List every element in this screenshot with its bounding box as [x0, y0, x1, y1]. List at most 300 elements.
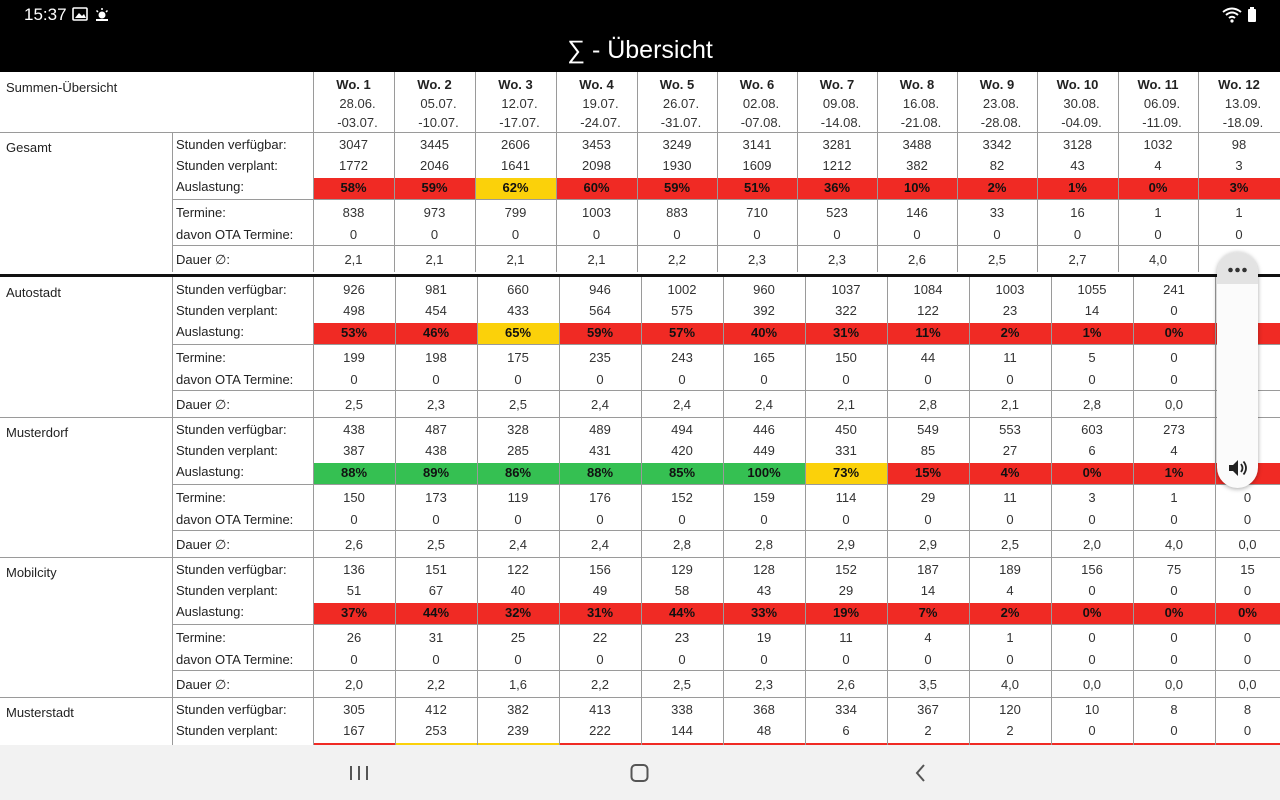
row-divider [172, 245, 1280, 246]
hours-planned-cell: 67 [428, 583, 444, 598]
utilization-cell: 59% [586, 325, 614, 340]
week-date-to: -11.09. [1142, 115, 1182, 130]
column-divider [637, 132, 638, 272]
utilization-cell: 2% [987, 180, 1007, 195]
appointments-cell: 0 [1170, 350, 1178, 365]
week-date-to: -07.08. [740, 115, 782, 130]
avg-duration-cell: 2,3 [426, 397, 446, 412]
column-divider [477, 277, 478, 417]
column-divider [559, 697, 560, 745]
hours-available-cell: 946 [589, 282, 611, 297]
column-divider [1215, 557, 1216, 697]
ota-appointments-cell: 0 [514, 652, 522, 667]
row-label-hours-planned: Stunden verplant: [176, 583, 278, 598]
hours-planned-cell: 433 [507, 303, 529, 318]
side-panel-handle[interactable] [1217, 252, 1258, 284]
avg-duration-cell: 2,3 [754, 677, 774, 692]
ota-appointments-cell: 0 [1243, 652, 1252, 667]
hours-available-cell: 8 [1170, 702, 1178, 717]
hours-available-cell: 305 [343, 702, 365, 717]
section-divider [0, 697, 1280, 698]
ota-appointments-cell: 0 [1170, 512, 1178, 527]
hours-available-cell: 156 [1081, 562, 1103, 577]
appointments-cell: 523 [826, 205, 848, 220]
hours-available-cell: 156 [589, 562, 611, 577]
row-label-hours-available: Stunden verfügbar: [176, 137, 287, 152]
hours-available-cell: 334 [835, 702, 857, 717]
week-date-from: 09.08. [822, 96, 860, 111]
appointments-cell: 973 [423, 205, 446, 220]
utilization-cell: 15% [914, 465, 942, 480]
column-divider [969, 277, 970, 417]
week-header-11: Wo. 11 [1137, 77, 1179, 92]
column-divider [1133, 697, 1134, 745]
hours-planned-cell: 4 [1154, 158, 1162, 173]
appointments-cell: 176 [589, 490, 611, 505]
hours-planned-cell: 51 [346, 583, 362, 598]
ota-appointments-cell: 0 [1073, 227, 1082, 242]
column-divider [313, 277, 314, 417]
row-label-hours-planned: Stunden verplant: [176, 723, 278, 738]
column-divider [805, 697, 806, 745]
column-divider [1051, 557, 1052, 697]
column-divider [1198, 72, 1199, 132]
avg-duration-cell: 2,1 [1000, 397, 1020, 412]
hours-planned-cell: 43 [756, 583, 772, 598]
hours-planned-cell: 1930 [662, 158, 692, 173]
row-label-avg-duration: Dauer ∅: [176, 537, 230, 552]
week-header-10: Wo. 10 [1056, 77, 1099, 92]
appointments-cell: 3 [1088, 490, 1096, 505]
hours-planned-cell: 1609 [742, 158, 772, 173]
ota-appointments-cell: 0 [1154, 227, 1162, 242]
column-divider [637, 72, 638, 132]
hours-available-cell: 189 [999, 562, 1021, 577]
hours-planned-cell: 2 [1006, 723, 1014, 738]
hours-available-cell: 122 [507, 562, 529, 577]
ota-appointments-cell: 0 [1088, 512, 1096, 527]
ota-appointments-cell: 0 [596, 652, 604, 667]
column-divider [477, 417, 478, 557]
hours-planned-cell: 48 [756, 723, 772, 738]
hours-planned-cell: 58 [674, 583, 690, 598]
utilization-cell: 0% [1082, 605, 1102, 620]
summary-table[interactable] [0, 72, 1280, 745]
hours-available-cell: 413 [589, 702, 611, 717]
hours-available-cell: 1055 [1077, 282, 1107, 297]
hours-available-cell: 3281 [822, 137, 852, 152]
week-date-to: -18.09. [1222, 115, 1264, 130]
row-label-appointments: Termine: [176, 490, 226, 505]
week-date-from: 28.06. [339, 96, 376, 111]
utilization-cell: 1% [1082, 325, 1102, 340]
home-icon[interactable] [629, 763, 651, 783]
column-divider [797, 132, 798, 272]
hours-planned-cell: 85 [920, 443, 936, 458]
utilization-cell: 53% [340, 325, 368, 340]
hours-planned-cell: 222 [589, 723, 611, 738]
row-label-avg-duration: Dauer ∅: [176, 677, 230, 692]
week-header-9: Wo. 9 [979, 77, 1015, 92]
column-divider [172, 697, 173, 745]
hours-planned-cell: 575 [671, 303, 693, 318]
avg-duration-cell: 2,5 [508, 397, 528, 412]
hours-available-cell: 241 [1163, 282, 1185, 297]
week-date-from: 13.09. [1224, 96, 1262, 111]
row-label-utilization: Auslastung: [176, 179, 244, 194]
section-name: Gesamt [6, 140, 52, 155]
ota-appointments-cell: 0 [514, 512, 522, 527]
hours-planned-cell: 0 [1243, 723, 1252, 738]
ota-appointments-cell: 0 [1088, 372, 1096, 387]
floating-side-panel[interactable] [1217, 252, 1258, 488]
avg-duration-cell: 2,3 [747, 252, 767, 267]
utilization-cell: 86% [504, 465, 532, 480]
appointments-cell: 152 [671, 490, 693, 505]
ota-appointments-cell: 0 [1170, 652, 1178, 667]
ota-appointments-cell: 0 [678, 652, 686, 667]
status-bar [0, 0, 1280, 30]
hours-available-cell: 3249 [662, 137, 692, 152]
hours-planned-cell: 122 [917, 303, 939, 318]
avg-duration-cell: 2,4 [672, 397, 692, 412]
week-header-4: Wo. 4 [579, 77, 614, 92]
hours-planned-cell: 449 [753, 443, 775, 458]
row-label-avg-duration: Dauer ∅: [176, 397, 230, 412]
avg-duration-cell: 2,2 [667, 252, 687, 267]
hours-available-cell: 368 [753, 702, 775, 717]
row-divider [172, 390, 1280, 391]
hours-planned-cell: 0 [1243, 583, 1252, 598]
avg-duration-cell: 2,8 [1082, 397, 1102, 412]
row-label-hours-planned: Stunden verplant: [176, 303, 278, 318]
hours-available-cell: 489 [589, 422, 611, 437]
hours-planned-cell: 49 [592, 583, 608, 598]
utilization-cell: 19% [832, 605, 860, 620]
ota-appointments-cell: 0 [924, 652, 932, 667]
ota-appointments-cell: 0 [760, 512, 768, 527]
hours-available-cell: 15 [1240, 562, 1255, 577]
week-header-6: Wo. 6 [739, 77, 775, 92]
hours-available-cell: 75 [1166, 562, 1182, 577]
column-divider [1051, 277, 1052, 417]
appointments-cell: 199 [343, 350, 365, 365]
column-divider [1037, 72, 1038, 132]
column-divider [1133, 557, 1134, 697]
avg-duration-cell: 2,8 [672, 537, 692, 552]
hours-available-cell: 1002 [667, 282, 697, 297]
hours-available-cell: 981 [425, 282, 447, 297]
avg-duration-cell: 2,1 [506, 252, 525, 267]
utilization-cell: 59% [663, 180, 691, 195]
section-divider [0, 557, 1280, 558]
hours-available-cell: 328 [507, 422, 529, 437]
appointments-cell: 0 [1088, 630, 1096, 645]
ota-appointments-cell: 0 [833, 227, 841, 242]
avg-duration-cell: 2,5 [987, 252, 1007, 267]
column-divider [477, 557, 478, 697]
hours-planned-cell: 253 [425, 723, 447, 738]
appointments-cell: 31 [428, 630, 444, 645]
status-notification-icons [72, 6, 116, 29]
column-divider [1215, 277, 1216, 417]
avg-duration-cell: 0,0 [1164, 397, 1184, 412]
column-divider [717, 132, 718, 272]
hours-planned-cell: 6 [1088, 443, 1096, 458]
row-label-utilization: Auslastung: [176, 324, 244, 339]
appointments-cell: 799 [504, 205, 527, 220]
column-divider [1133, 417, 1134, 557]
row-label-hours-available: Stunden verfügbar: [176, 282, 287, 297]
hours-available-cell: 926 [343, 282, 365, 297]
column-divider [797, 72, 798, 132]
hours-available-cell: 3488 [902, 137, 932, 152]
appointments-cell: 29 [920, 490, 936, 505]
column-divider [556, 132, 557, 272]
hours-planned-cell: 431 [589, 443, 611, 458]
avg-duration-cell: 2,2 [426, 677, 446, 692]
hours-available-cell: 129 [671, 562, 693, 577]
column-divider [559, 557, 560, 697]
column-divider [313, 72, 314, 132]
avg-duration-cell: 2,8 [754, 537, 774, 552]
week-date-from: 26.07. [662, 96, 700, 111]
avg-duration-cell: 0,0 [1238, 537, 1257, 552]
appointments-cell: 173 [425, 490, 447, 505]
hours-planned-cell: 2098 [582, 158, 611, 173]
appointments-cell: 0 [1170, 630, 1178, 645]
utilization-cell: 1% [1068, 180, 1087, 195]
ota-appointments-cell: 0 [678, 372, 686, 387]
week-date-from: 23.08. [982, 96, 1020, 111]
ota-appointments-cell: 0 [432, 372, 440, 387]
column-divider [395, 277, 396, 417]
column-divider [556, 72, 557, 132]
avg-duration-cell: 3,5 [918, 677, 938, 692]
appointments-cell: 243 [671, 350, 693, 365]
column-divider [805, 277, 806, 417]
row-divider [172, 344, 1280, 345]
avg-duration-cell: 2,0 [1082, 537, 1102, 552]
utilization-cell: 0% [1148, 180, 1168, 195]
ota-appointments-cell: 0 [432, 652, 440, 667]
appointments-cell: 5 [1088, 350, 1096, 365]
utilization-cell: 32% [504, 605, 532, 620]
ota-appointments-cell: 0 [1170, 372, 1178, 387]
appointments-cell: 150 [343, 490, 365, 505]
ota-appointments-cell: 0 [1243, 512, 1252, 527]
column-divider [313, 557, 314, 697]
week-header-7: Wo. 7 [819, 77, 855, 92]
utilization-cell: 73% [832, 465, 860, 480]
avg-duration-cell: 2,8 [918, 397, 938, 412]
avg-duration-cell: 2,4 [590, 397, 610, 412]
hours-planned-cell: 14 [1084, 303, 1100, 318]
hours-available-cell: 3141 [742, 137, 772, 152]
status-system-icons [1222, 6, 1258, 29]
appointments-cell: 1 [1170, 490, 1178, 505]
wifi-icon [1223, 9, 1241, 23]
appointments-cell: 33 [989, 205, 1005, 220]
avg-duration-cell: 4,0 [1148, 252, 1168, 267]
row-divider [172, 670, 1280, 671]
row-label-hours-available: Stunden verfügbar: [176, 562, 287, 577]
week-header-1: Wo. 1 [336, 77, 371, 92]
weather-icon [96, 8, 108, 20]
row-label-ota-appointments: davon OTA Termine: [176, 512, 294, 527]
week-date-from: 12.07. [501, 96, 538, 111]
hours-planned-cell: 1772 [339, 158, 368, 173]
column-divider [172, 132, 173, 272]
volume-icon[interactable] [1227, 458, 1249, 478]
column-divider [394, 72, 395, 132]
hours-available-cell: 1003 [995, 282, 1025, 297]
utilization-cell: 37% [340, 605, 368, 620]
appointments-cell: 1 [1154, 205, 1162, 220]
appointments-cell: 25 [510, 630, 526, 645]
column-divider [477, 697, 478, 745]
hours-planned-cell: 322 [835, 303, 857, 318]
column-divider [475, 72, 476, 132]
ota-appointments-cell: 0 [842, 652, 850, 667]
utilization-cell: 62% [502, 180, 529, 195]
appointments-cell: 1 [1235, 205, 1243, 220]
hours-available-cell: 1084 [913, 282, 943, 297]
section-name: Musterstadt [6, 705, 74, 720]
avg-duration-cell: 2,5 [1000, 537, 1020, 552]
hours-planned-cell: 27 [1002, 443, 1018, 458]
avg-duration-cell: 0,0 [1238, 677, 1257, 692]
avg-duration-cell: 2,1 [344, 252, 363, 267]
hours-available-cell: 3342 [982, 137, 1012, 152]
appointments-cell: 146 [906, 205, 928, 220]
column-divider [559, 277, 560, 417]
section-name: Musterdorf [6, 425, 69, 440]
section-name: Autostadt [6, 285, 61, 300]
row-divider [172, 624, 1280, 625]
week-header-2: Wo. 2 [417, 77, 452, 92]
week-date-to: -21.08. [900, 115, 942, 130]
hours-available-cell: 8 [1243, 702, 1252, 717]
row-divider [172, 530, 1280, 531]
hours-planned-cell: 6 [842, 723, 850, 738]
hours-available-cell: 128 [753, 562, 775, 577]
row-label-hours-planned: Stunden verplant: [176, 443, 278, 458]
column-divider [172, 557, 173, 697]
column-divider [969, 697, 970, 745]
avg-duration-cell: 2,4 [590, 537, 610, 552]
ota-appointments-cell: 0 [432, 512, 440, 527]
column-divider [1215, 417, 1216, 557]
week-date-to: -14.08. [820, 115, 862, 130]
ota-appointments-cell: 0 [514, 372, 522, 387]
utilization-cell: 51% [743, 180, 771, 195]
utilization-cell: 40% [750, 325, 778, 340]
utilization-cell: 60% [583, 180, 610, 195]
column-divider [969, 417, 970, 557]
utilization-cell: 3% [1229, 180, 1249, 195]
corner-label: Summen-Übersicht [6, 80, 118, 95]
ota-appointments-cell: 0 [913, 227, 921, 242]
utilization-cell: 10% [903, 180, 931, 195]
hours-available-cell: 660 [507, 282, 529, 297]
hours-planned-cell: 29 [838, 583, 854, 598]
hours-planned-cell: 2046 [420, 158, 449, 173]
ota-appointments-cell: 0 [1235, 227, 1243, 242]
hours-planned-cell: 392 [753, 303, 775, 318]
column-divider [887, 557, 888, 697]
utilization-cell: 0% [1164, 325, 1184, 340]
back-icon[interactable] [912, 763, 928, 783]
appointments-cell: 175 [507, 350, 529, 365]
appointments-cell: 44 [920, 350, 936, 365]
utilization-cell: 0% [1082, 465, 1102, 480]
hours-planned-cell: 3 [1235, 158, 1243, 173]
appointments-cell: 165 [753, 350, 775, 365]
week-date-to: -17.07. [499, 115, 540, 130]
column-divider [877, 132, 878, 272]
appointments-cell: 11 [1003, 490, 1017, 505]
hours-planned-cell: 82 [989, 158, 1005, 173]
column-divider [641, 697, 642, 745]
hours-planned-cell: 144 [671, 723, 693, 738]
ota-appointments-cell: 0 [596, 512, 604, 527]
avg-duration-cell: 2,2 [590, 677, 610, 692]
appointments-cell: 11 [1003, 350, 1017, 365]
hours-planned-cell: 14 [920, 583, 936, 598]
app-bar [0, 30, 1280, 72]
recent-apps-icon[interactable] [348, 764, 370, 782]
ota-appointments-cell: 0 [1006, 372, 1014, 387]
utilization-cell: 31% [586, 605, 614, 620]
row-label-ota-appointments: davon OTA Termine: [176, 227, 294, 242]
hours-available-cell: 151 [425, 562, 447, 577]
more-horizontal-icon[interactable] [1217, 252, 1258, 284]
hours-available-cell: 367 [917, 702, 939, 717]
column-divider [313, 132, 314, 272]
row-label-appointments: Termine: [176, 350, 226, 365]
hours-available-cell: 1032 [1143, 137, 1173, 152]
avg-duration-cell: 2,3 [827, 252, 847, 267]
appointments-cell: 1003 [582, 205, 611, 220]
column-divider [641, 417, 642, 557]
hours-available-cell: 3445 [420, 137, 449, 152]
avg-duration-cell: 2,1 [587, 252, 606, 267]
week-date-from: 19.07. [582, 96, 619, 111]
utilization-cell: 7% [918, 605, 938, 620]
ota-appointments-cell: 0 [753, 227, 761, 242]
appointments-cell: 235 [589, 350, 611, 365]
avg-duration-cell: 2,6 [907, 252, 927, 267]
hours-available-cell: 3047 [339, 137, 368, 152]
hours-planned-cell: 0 [1170, 583, 1178, 598]
utilization-cell: 33% [750, 605, 778, 620]
appointments-cell: 16 [1070, 205, 1085, 220]
hours-planned-cell: 1641 [501, 158, 530, 173]
section-divider [0, 417, 1280, 418]
utilization-cell: 44% [422, 605, 450, 620]
ota-appointments-cell: 0 [924, 372, 932, 387]
row-divider [0, 132, 1280, 133]
hours-available-cell: 494 [671, 422, 693, 437]
avg-duration-cell: 2,1 [836, 397, 856, 412]
hours-planned-cell: 239 [507, 723, 529, 738]
hours-available-cell: 338 [671, 702, 693, 717]
ota-appointments-cell: 0 [1088, 652, 1096, 667]
utilization-cell: 85% [668, 465, 696, 480]
row-divider [172, 199, 1280, 200]
hours-planned-cell: 420 [671, 443, 693, 458]
